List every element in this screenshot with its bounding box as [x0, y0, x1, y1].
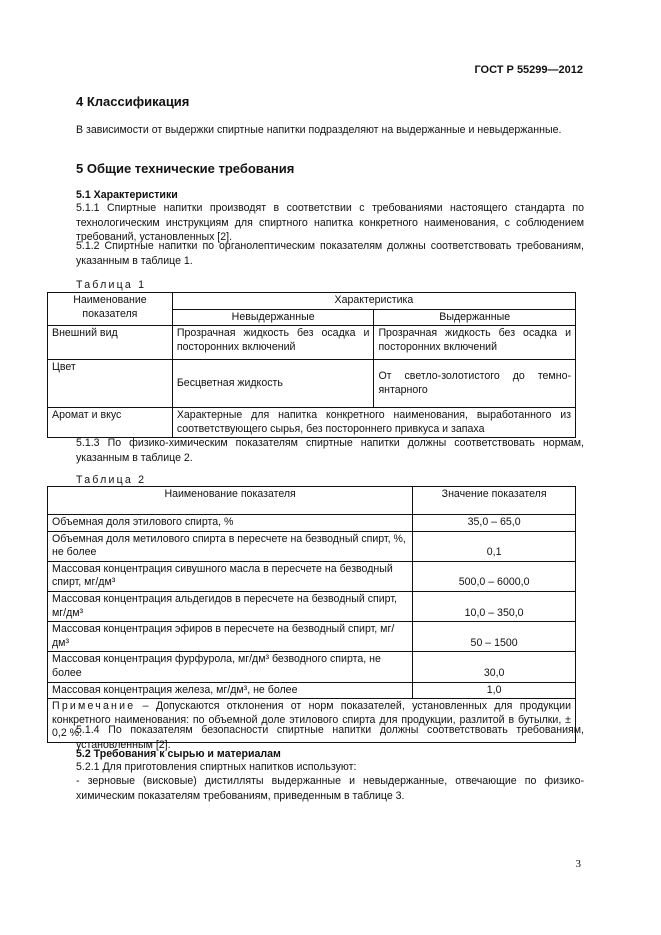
t1-head-characteristic: Характеристика	[172, 293, 575, 310]
paragraph-5-2-1-item: - зерновые (висковые) дистилляты выдержанные и невыдержанные, отвечающие по физико-химическим показателям требованиям, приведенным в таблице 3.	[76, 775, 584, 802]
table-1	[47, 292, 576, 438]
t1-row1-name: Внешний вид	[48, 326, 173, 360]
paragraph-5-1-4: 5.1.4 По показателям безопасности спиртные напитки должны соответствовать требованиям, установленным [2].	[76, 724, 584, 751]
subsection-5-2-title: 5.2 Требования к сырью и материалам	[76, 748, 281, 760]
paragraph-5-2-1: 5.2.1 Для приготовления спиртных напитков используют:	[76, 761, 357, 773]
page-number: 3	[575, 858, 581, 870]
t1-head-unaged: Невыдержанные	[172, 309, 374, 326]
t2-row3-name: Массовая концентрация сивушного масла в пересчете на безводный спирт, мг/дм³	[48, 561, 413, 591]
t1-head-aged: Выдержанные	[374, 309, 576, 326]
t2-row4-value: 10,0 – 350,0	[413, 591, 576, 621]
paragraph-5-1-3: 5.1.3 По физико-химическим показателям спиртные напитки должны соответствовать нормам, указанным в таблице 2.	[76, 437, 584, 464]
t1-head-name: Наименование показателя	[48, 293, 173, 326]
t2-row5-name: Массовая концентрация эфиров в пересчете на безводный спирт, мг/дм³	[48, 622, 413, 652]
t2-row1-value: 35,0 – 65,0	[413, 515, 576, 532]
t2-row6-name: Массовая концентрация фурфурола, мг/дм³ безводного спирта, не более	[48, 652, 413, 682]
t2-row5-value: 50 – 1500	[413, 622, 576, 652]
t1-row2-unaged: Бесцветная жидкость	[172, 360, 374, 408]
t2-row3-value: 500,0 – 6000,0	[413, 561, 576, 591]
t2-note-label: Примечание	[52, 700, 136, 713]
subsection-5-1-title: 5.1 Характеристики	[76, 189, 178, 201]
t1-row3-merged: Характерные для напитка конкретного наименования, выработанного из соответствующего сырья, без постороннего привкуса и запаха	[172, 408, 575, 438]
paragraph-5-1-1: 5.1.1 Спиртные напитки производят в соответствии с требованиями настоящего стандарта по технологическим инструкциям для спиртного напитка конкретного наименования, с соблюдением требований, установленных [2].	[76, 202, 584, 243]
t2-row2-name: Объемная доля метилового спирта в пересчете на безводный спирт, %, не более	[48, 531, 413, 561]
t2-row7-name: Массовая концентрация железа, мг/дм³, не более	[48, 682, 413, 699]
t1-row2-aged: От светло-золотистого до темно-янтарного	[374, 360, 576, 408]
t2-row2-value: 0,1	[413, 531, 576, 561]
t2-row6-value: 30,0	[413, 652, 576, 682]
t1-row1-unaged: Прозрачная жидкость без осадка и посторонних включений	[172, 326, 374, 360]
t1-row3-name: Аромат и вкус	[48, 408, 173, 438]
t2-row4-name: Массовая концентрация альдегидов в пересчете на безводный спирт, мг/дм³	[48, 591, 413, 621]
t2-head-value: Значение показателя	[413, 487, 576, 515]
t1-row1-aged: Прозрачная жидкость без осадка и посторонних включений	[374, 326, 576, 360]
section-4-title: 4 Классификация	[76, 94, 190, 109]
paragraph-5-1-2: 5.1.2 Спиртные напитки по органолептическим показателям должны соответствовать требованиям, указанным в таблице 1.	[76, 240, 584, 267]
table-2-caption: Таблица 2	[76, 474, 147, 486]
standard-number: ГОСТ Р 55299—2012	[474, 64, 583, 76]
section-4-text: В зависимости от выдержки спиртные напитки подразделяют на выдержанные и невыдержанные.	[76, 124, 562, 136]
t2-note-text: – Допускаются отклонения от норм показателей, установленных для продукции конкретного наименования: по объемной доле этилового спирта для продукции, разлитой в бутылки, ± 0,2 %.	[52, 700, 571, 740]
section-5-title: 5 Общие технические требования	[76, 161, 295, 176]
t2-row1-name: Объемная доля этилового спирта, %	[48, 515, 413, 532]
table-2	[47, 486, 576, 743]
t2-head-name: Наименование показателя	[48, 487, 413, 515]
table-1-caption: Таблица 1	[76, 279, 147, 291]
t1-row2-name: Цвет	[48, 360, 173, 408]
t2-row7-value: 1,0	[413, 682, 576, 699]
